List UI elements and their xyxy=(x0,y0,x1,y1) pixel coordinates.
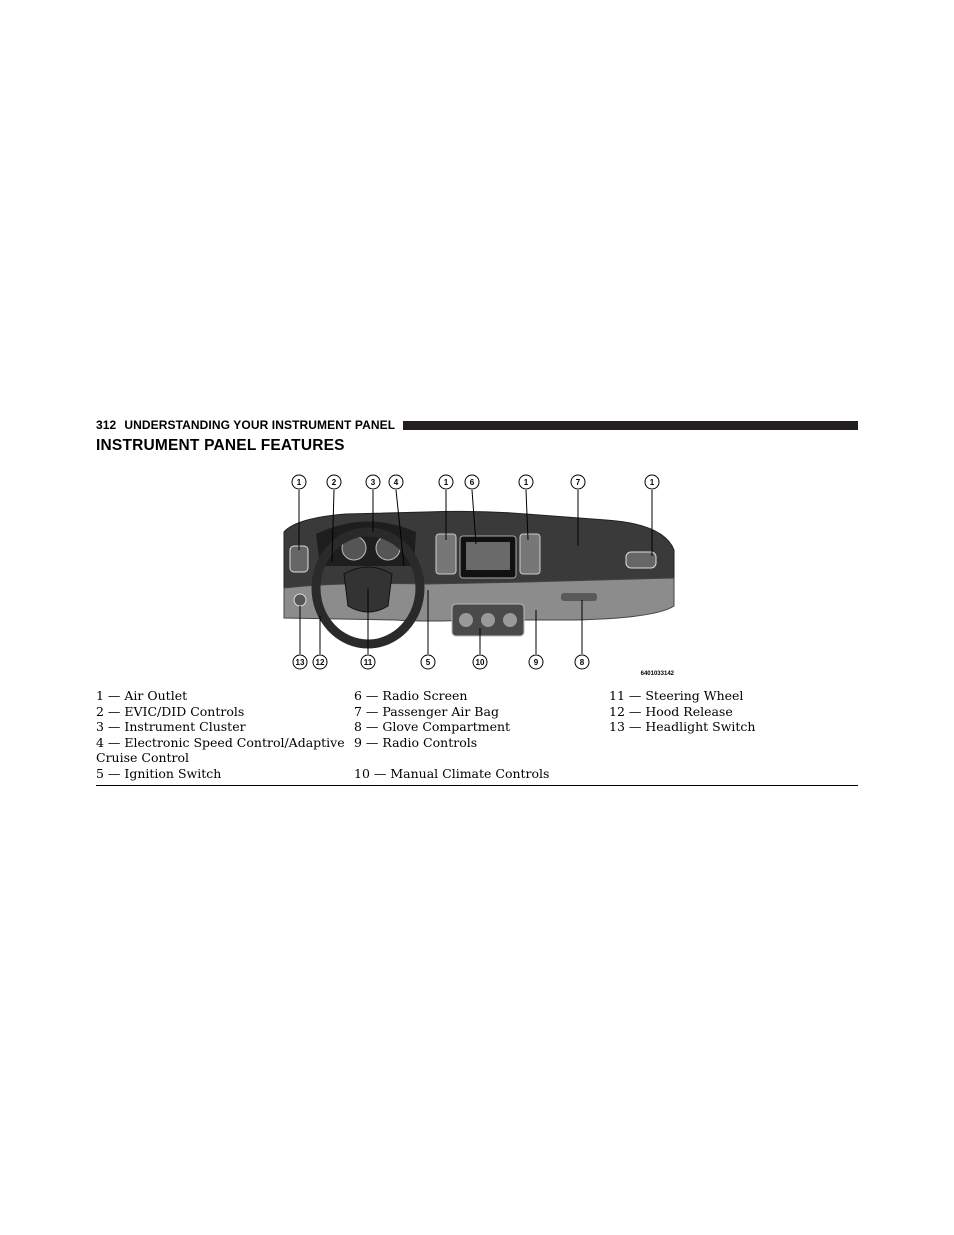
legend-column-3 xyxy=(609,688,859,735)
section-title: UNDERSTANDING YOUR INSTRUMENT PANEL xyxy=(124,418,396,432)
svg-text:2: 2 xyxy=(331,478,337,487)
svg-text:1: 1 xyxy=(523,478,529,487)
svg-text:4: 4 xyxy=(393,478,399,487)
legend-bottom-rule xyxy=(96,785,858,786)
svg-text:3: 3 xyxy=(370,478,376,487)
climate-knob-right xyxy=(503,613,517,627)
legend-item-speed-control: 4 — Electronic Speed Control/Adaptive Cruise Control xyxy=(96,734,345,766)
svg-text:7: 7 xyxy=(575,478,581,487)
page-number: 312 xyxy=(96,418,117,432)
svg-text:1: 1 xyxy=(296,478,302,487)
svg-text:1: 1 xyxy=(649,478,655,487)
svg-text:1: 1 xyxy=(443,478,449,487)
page-header xyxy=(96,416,858,434)
page-title: INSTRUMENT PANEL FEATURES xyxy=(96,437,345,454)
legend-item-ignition-switch: 5 — Ignition Switch xyxy=(96,765,222,781)
svg-text:5: 5 xyxy=(425,658,431,667)
legend-item-glove-compartment: 8 — Glove Compartment xyxy=(354,719,511,735)
legend-item-steering-wheel: 11 — Steering Wheel xyxy=(609,688,744,703)
legend-item-radio-controls: 9 — Radio Controls xyxy=(354,734,478,750)
legend-column-1 xyxy=(96,688,346,782)
legend-item-radio-screen: 6 — Radio Screen xyxy=(354,688,468,703)
header-rule xyxy=(403,421,858,430)
legend-item-evic-did-controls: 2 — EVIC/DID Controls xyxy=(96,703,245,719)
headlight-switch xyxy=(294,594,306,606)
legend-column-2 xyxy=(354,688,604,782)
climate-knob-center xyxy=(481,613,495,627)
climate-knob-left xyxy=(459,613,473,627)
svg-text:13: 13 xyxy=(295,658,305,667)
legend-item-headlight-switch: 13 — Headlight Switch xyxy=(609,719,756,735)
radio-screen-display xyxy=(466,542,510,570)
instrument-panel-illustration xyxy=(276,470,696,680)
figure-image-code: 6401033142 xyxy=(640,671,674,677)
legend-item-hood-release: 12 — Hood Release xyxy=(609,703,733,719)
svg-text:9: 9 xyxy=(533,658,539,667)
svg-text:10: 10 xyxy=(475,658,485,667)
svg-text:6: 6 xyxy=(469,478,475,487)
legend-item-instrument-cluster: 3 — Instrument Cluster xyxy=(96,719,246,735)
svg-text:8: 8 xyxy=(579,658,585,667)
glove-box-handle xyxy=(561,593,597,601)
svg-text:11: 11 xyxy=(363,658,373,667)
legend-item-air-outlet: 1 — Air Outlet xyxy=(96,688,188,703)
legend-item-passenger-air-bag: 7 — Passenger Air Bag xyxy=(354,703,499,719)
center-vent-right xyxy=(520,534,540,574)
legend-item-manual-climate-controls: 10 — Manual Climate Controls xyxy=(354,765,550,781)
svg-text:12: 12 xyxy=(315,658,325,667)
